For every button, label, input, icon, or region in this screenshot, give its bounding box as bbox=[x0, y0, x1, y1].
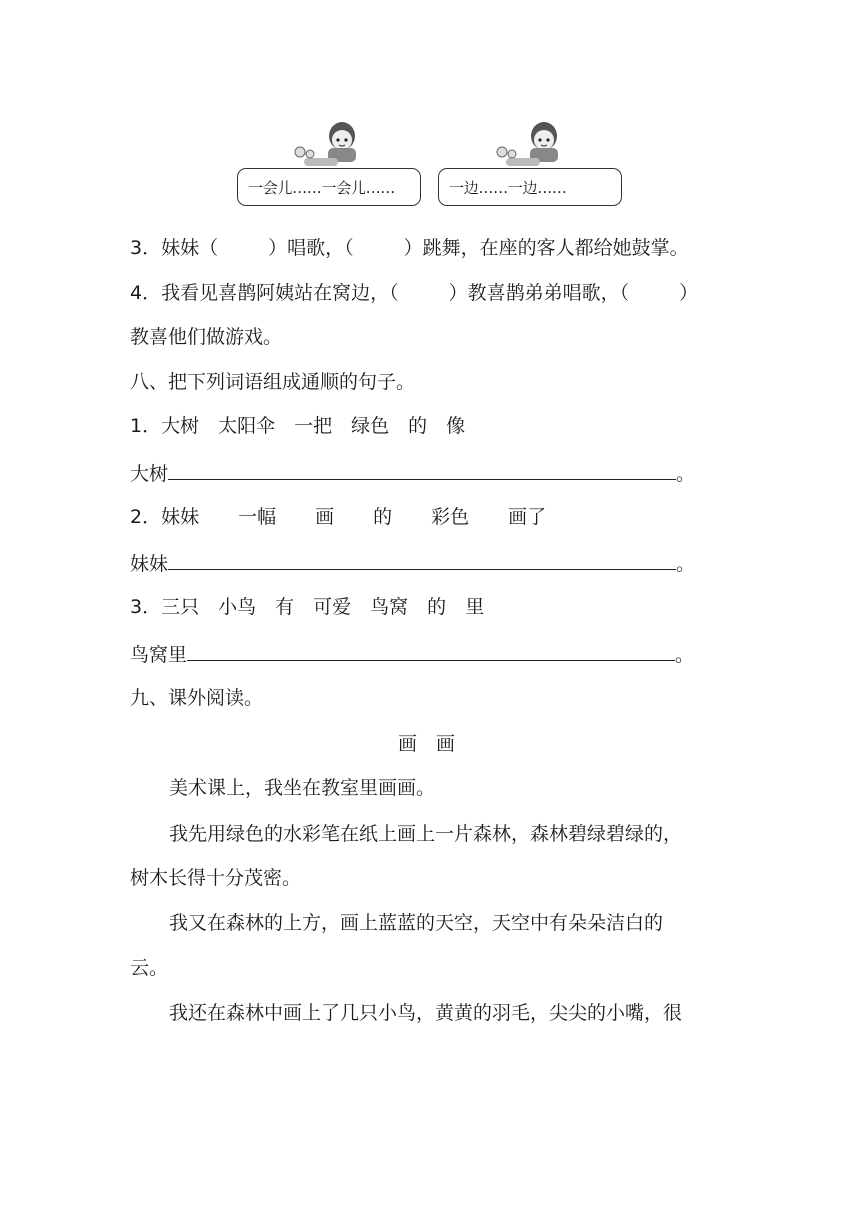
reading-paragraph-2-line-2: 树木长得十分茂密。 bbox=[130, 867, 302, 889]
question-4: 4．我看见喜鹊阿姨站在窝边，（ ）教喜鹊弟弟唱歌，（ ） bbox=[130, 282, 699, 304]
answer-line[interactable] bbox=[187, 640, 675, 661]
sentence-3-words: 3．三只 小鸟 有 可爱 鸟窝 的 里 bbox=[130, 596, 485, 618]
section-9-title: 九、课外阅读。 bbox=[130, 687, 264, 709]
answer-line[interactable] bbox=[168, 459, 676, 480]
sentence-1-words: 1．大树 太阳伞 一把 绿色 的 像 bbox=[130, 415, 466, 437]
reading-paragraph-3-line-1: 我又在森林的上方，画上蓝蓝的天空，天空中有朵朵洁白的 bbox=[169, 912, 664, 934]
hint-text: 一边……一边…… bbox=[449, 179, 567, 197]
reading-paragraph-2-line-1: 我先用绿色的水彩笔在纸上画上一片森林，森林碧绿碧绿的， bbox=[169, 823, 683, 845]
girl-illustration-right bbox=[490, 118, 570, 170]
hint-box-yihuier bbox=[237, 168, 421, 206]
question-4-cont: 教喜他们做游戏。 bbox=[130, 326, 283, 348]
answer-line[interactable] bbox=[168, 549, 676, 570]
hint-box-yibian bbox=[438, 168, 622, 206]
question-3: 3．妹妹（ ）唱歌，（ ）跳舞，在座的客人都给她鼓掌。 bbox=[130, 237, 689, 259]
section-8-title: 八、把下列词语组成通顺的句子。 bbox=[130, 371, 416, 393]
reading-paragraph-3-line-2: 云。 bbox=[130, 957, 169, 979]
reading-paragraph-4-line-1: 我还在森林中画上了几只小鸟，黄黄的羽毛，尖尖的小嘴，很 bbox=[169, 1002, 683, 1024]
sentence-2-words: 2．妹妹 一幅 画 的 彩色 画了 bbox=[130, 506, 547, 528]
girl-illustration-left bbox=[288, 118, 368, 170]
sentence-1-answer: 大树 。 bbox=[130, 459, 695, 487]
sentence-2-answer: 妹妹 。 bbox=[130, 549, 695, 577]
sentence-3-answer: 鸟窝里 。 bbox=[130, 640, 694, 668]
reading-paragraph-1: 美术课上，我坐在教室里画画。 bbox=[169, 777, 436, 799]
reading-title: 画 画 bbox=[398, 733, 456, 755]
hint-text: 一会儿……一会儿…… bbox=[248, 179, 396, 197]
